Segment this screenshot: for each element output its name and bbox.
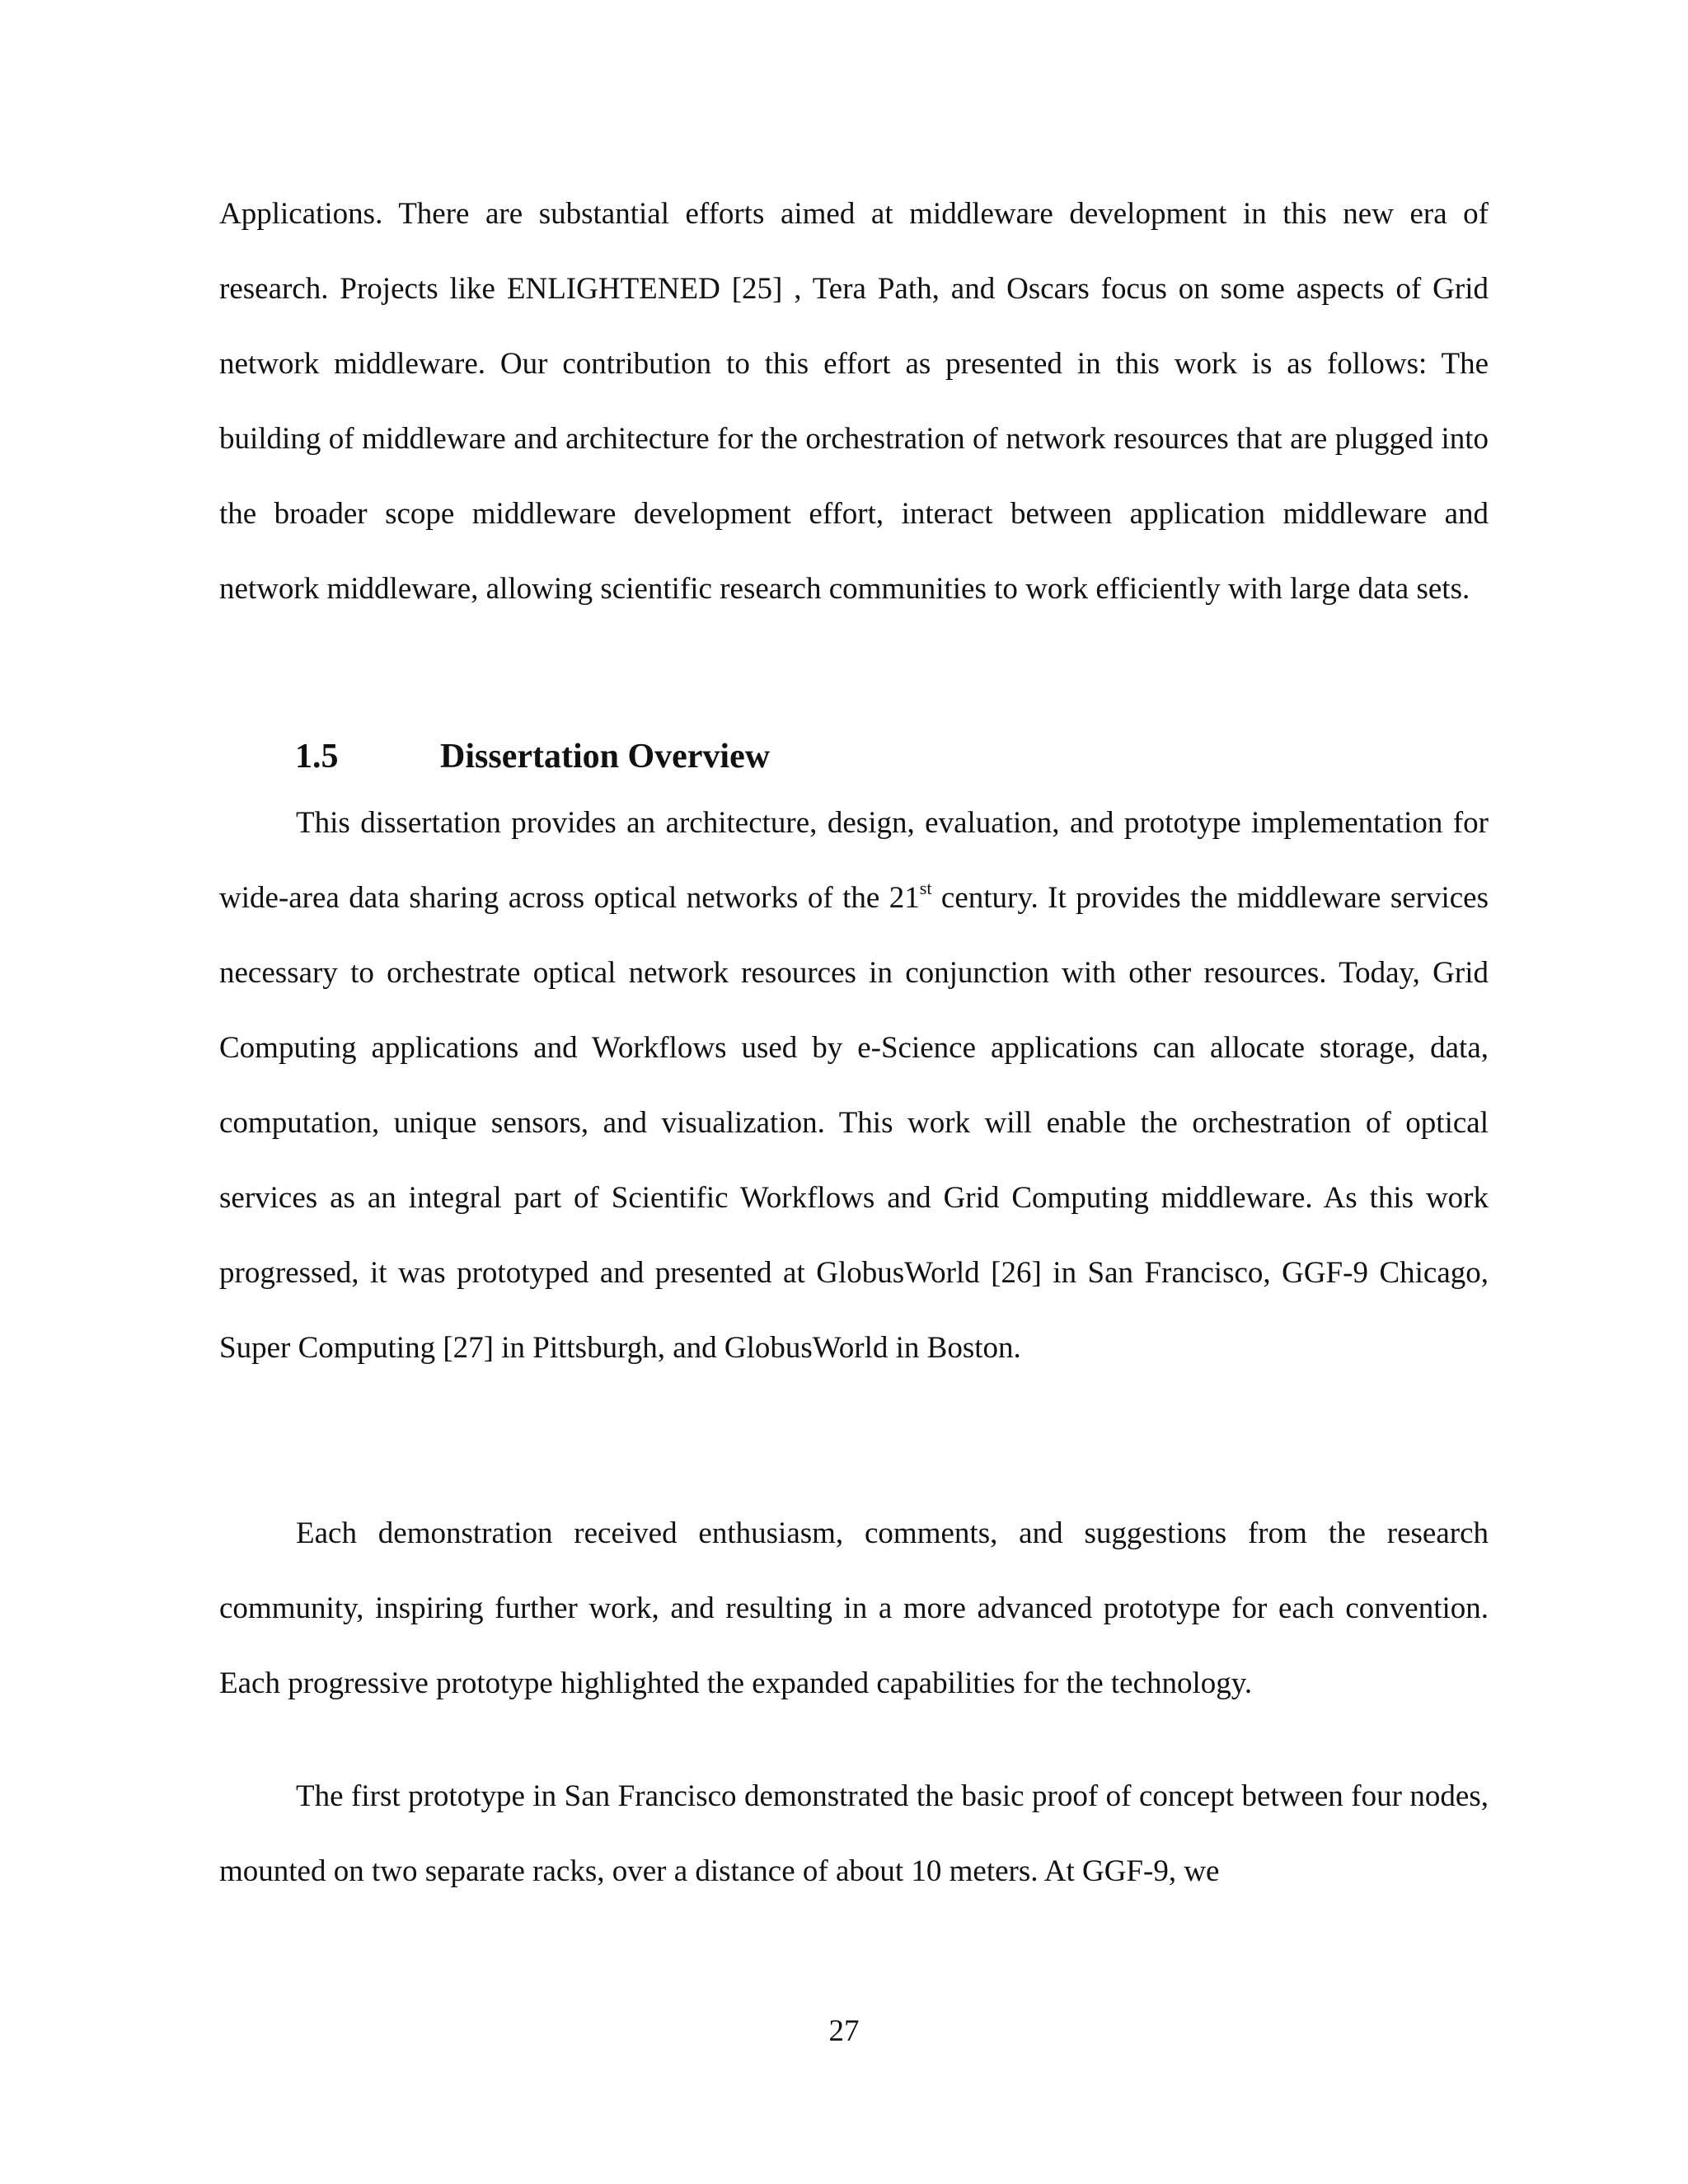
- section-heading: [295, 732, 770, 781]
- prototype-paragraph-text: The first prototype in San Francisco demonstrated the basic proof of concept between four nodes, mounted on two separate racks, over a distance of about 10 meters. At GGF-9, we: [219, 1779, 1489, 1888]
- section-title: Dissertation Overview: [440, 738, 771, 776]
- section-number: 1.5: [295, 738, 339, 776]
- overview-paragraph-text: [219, 785, 1489, 1385]
- intro-paragraph: [219, 176, 1489, 626]
- demonstration-paragraph-text: Each demonstration received enthusiasm, comments, and suggestions from the research community, inspiring further work, and resulting in a more advanced prototype for each convention. Each progressive prototype highlighted the expanded capabilities for the technology.: [219, 1516, 1489, 1700]
- ordinal-superscript: st: [919, 878, 932, 898]
- demonstration-paragraph: [219, 1496, 1489, 1721]
- overview-paragraph: [219, 785, 1489, 1385]
- overview-text-start: This dissertation provides an architecture, design, evaluation, and prototype implementation for wide-area data sharing across optical networks of the 21: [219, 806, 1489, 915]
- page-number: 27: [828, 2014, 860, 2048]
- prototype-paragraph: [219, 1759, 1489, 1909]
- intro-paragraph-text: Applications. There are substantial efforts aimed at middleware development in this new era of research. Projects like ENLIGHTENED [25] , Tera Path, and Oscars focus on some aspects of Grid network middleware. Our contribution to this effort as presented in this work is as follows: The building of middleware and architecture for the orchestration of network resources that are plugged into the broader scope middleware development effort, interact between application middleware and network middleware, allowing scientific research communities to work efficiently with large data sets.: [219, 197, 1489, 606]
- overview-text-end: century. It provides the middleware services necessary to orchestrate optical network resources in conjunction with other resources. Today, Grid Computing applications and Workflows used by e-Science applications can allocate storage, data, computation, unique sensors, and visualization. This work will enable the orchestration of optical services as an integral part of Scientific Workflows and Grid Computing middleware. As this work progressed, it was prototyped and presented at GlobusWorld [26] in San Francisco, GGF-9 Chicago, Super Computing [27] in Pittsburgh, and GlobusWorld in Boston.: [219, 881, 1489, 1365]
